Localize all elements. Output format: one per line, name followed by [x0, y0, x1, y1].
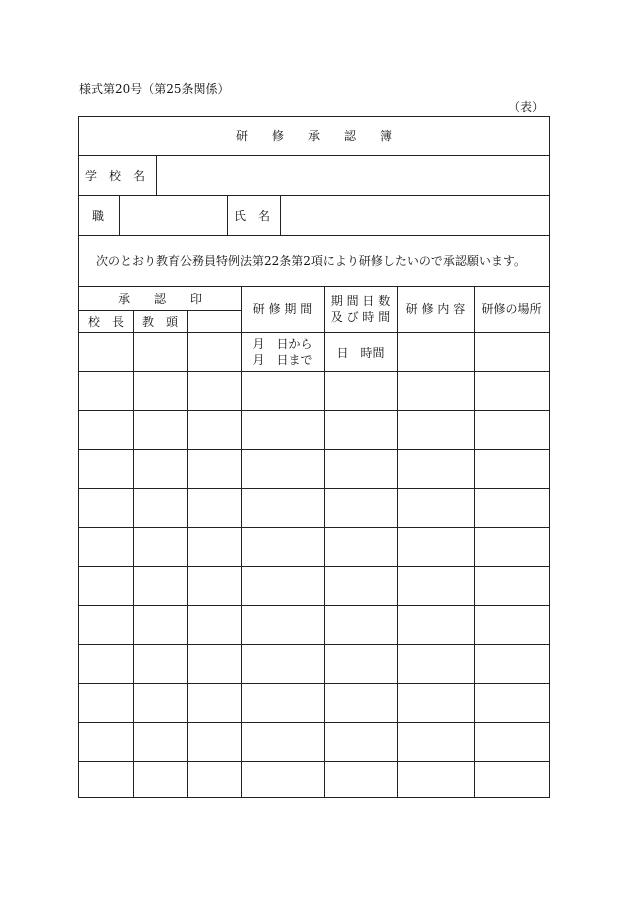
- days-hours-value: 日 時間: [336, 346, 385, 360]
- period-start: 月 日から: [252, 337, 313, 351]
- principal-header: 校 長: [87, 315, 124, 329]
- rule-under-name: [79, 235, 549, 236]
- row-rule: [79, 605, 549, 606]
- place-header: 研修の場所: [481, 302, 542, 316]
- name-label-divider: [280, 195, 281, 235]
- period-header: 研 修 期 間: [252, 302, 313, 316]
- col-divider-place: [474, 286, 475, 797]
- row-rule: [79, 527, 549, 528]
- days-hours-header-line1: 期 間 日 数: [330, 294, 391, 308]
- form-number: 様式第20号（第25条関係）: [79, 82, 230, 96]
- col-divider-head-teacher: [187, 310, 188, 797]
- row-rule: [79, 683, 549, 684]
- rule-under-header: [79, 332, 549, 333]
- content-header: 研 修 内 容: [405, 302, 466, 316]
- col-divider-principal: [133, 310, 134, 797]
- row-rule: [79, 566, 549, 567]
- side-label: （表）: [507, 100, 544, 114]
- row-rule: [79, 644, 549, 645]
- rule-under-seal-header: [79, 310, 242, 311]
- row-rule: [79, 410, 549, 411]
- row-rule: [79, 371, 549, 372]
- approval-seal-header: 承 認 印: [117, 292, 202, 306]
- days-hours-header-line2: 及 び 時 間: [330, 310, 391, 324]
- row-rule: [79, 449, 549, 450]
- training-approval-form: [78, 116, 550, 798]
- col-divider-content: [397, 286, 398, 797]
- col-divider-days: [324, 286, 325, 797]
- position-value-divider: [227, 195, 228, 235]
- period-end: 月 日まで: [252, 353, 313, 367]
- name-label: 氏 名: [234, 209, 271, 223]
- row-rule: [79, 761, 549, 762]
- row-rule: [79, 722, 549, 723]
- form-title: 研 修 承 認 簿: [235, 129, 392, 143]
- school-name-label: 学 校 名: [85, 169, 146, 183]
- rule-under-title: [79, 155, 549, 156]
- head-teacher-header: 教 頭: [141, 315, 178, 329]
- rule-under-statement: [79, 286, 549, 287]
- position-label: 職: [92, 209, 105, 223]
- position-label-divider: [119, 195, 120, 235]
- row-rule: [79, 488, 549, 489]
- rule-under-school: [79, 195, 549, 196]
- statement-text: 次のとおり教育公務員特例法第22条第2項により研修したいので承認願います。: [96, 254, 526, 268]
- school-label-divider: [156, 155, 157, 195]
